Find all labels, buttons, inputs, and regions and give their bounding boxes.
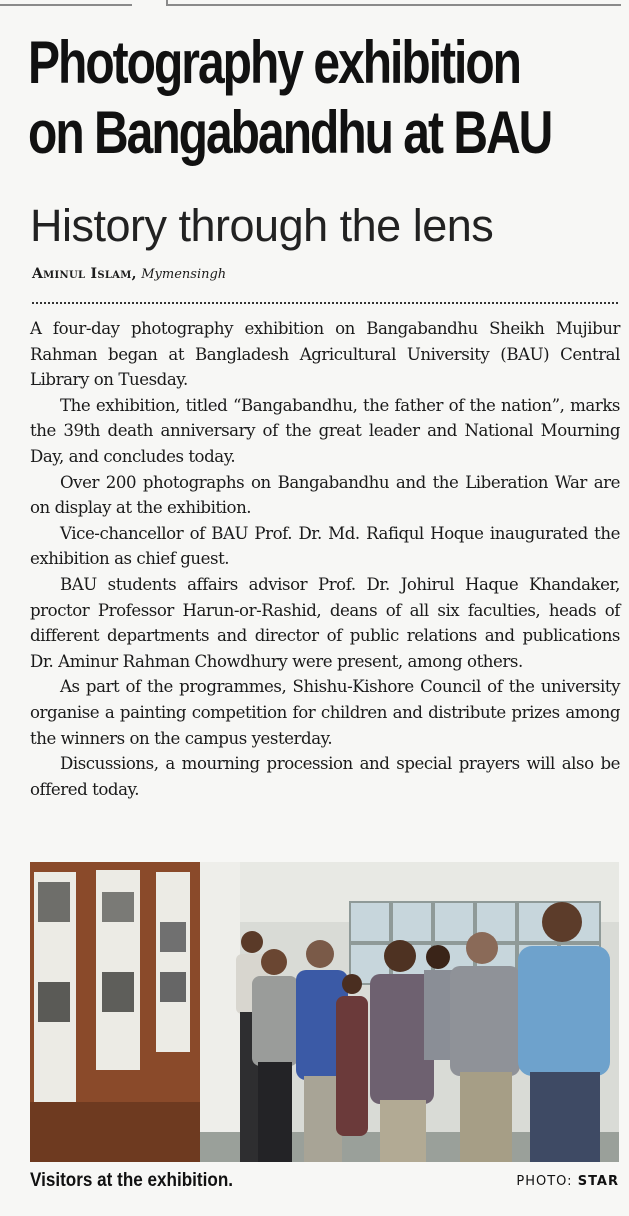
exhibition-photo-illustration [30,862,619,1162]
top-rule-right [166,4,621,6]
headline-line-2: on Bangabandhu at BAU [28,99,552,166]
subheadline: History through the lens [30,200,494,251]
top-rule-left [0,4,132,6]
byline [32,266,226,282]
paragraph: As part of the programmes, Shishu-Kishore Council of the university organise a painting competition for children and distribute prizes among the winners on the campus yesterday. [30,677,620,748]
photo-caption: Visitors at the exhibition. [30,1170,234,1191]
paragraph: Over 200 photographs on Bangabandhu and the Liberation War are on display at the exhibition. [30,472,620,518]
exhibition-photo [30,862,619,1162]
byline-location: Mymensingh [141,267,227,282]
photo-credit-label: PHOTO: [516,1174,573,1189]
byline-author: Aminul Islam, [32,266,137,282]
top-rules [0,0,629,12]
paragraph: The exhibition, titled “Bangabandhu, the father of the nation”, marks the 39th death anniversary of the great leader and National Mourning Day, and concludes today. [30,395,620,466]
photo-credit [516,1174,619,1189]
photo-credit-source: STAR [577,1174,619,1189]
paragraph: Discussions, a mourning procession and special prayers will also be offered today. [30,754,620,799]
headline-line-1: Photography exhibition [28,29,520,96]
paragraph: A four-day photography exhibition on Bangabandhu Sheikh Mujibur Rahman began at Bangladesh Agricultural University (BAU) Central Library on Tuesday. [30,319,620,390]
paragraph: BAU students affairs advisor Prof. Dr. Johirul Haque Khandaker, proctor Professor Harun-or-Rashid, deans of all six faculties, heads of different departments and director of public relations and publications Dr. Aminur Rahman Chowdhury were present, among others. [30,574,620,671]
dotted-divider [32,302,618,304]
article-body [30,316,620,802]
headline [28,28,552,168]
paragraph: Vice-chancellor of BAU Prof. Dr. Md. Rafiqul Hoque inaugurated the exhibition as chief guest. [30,523,620,569]
